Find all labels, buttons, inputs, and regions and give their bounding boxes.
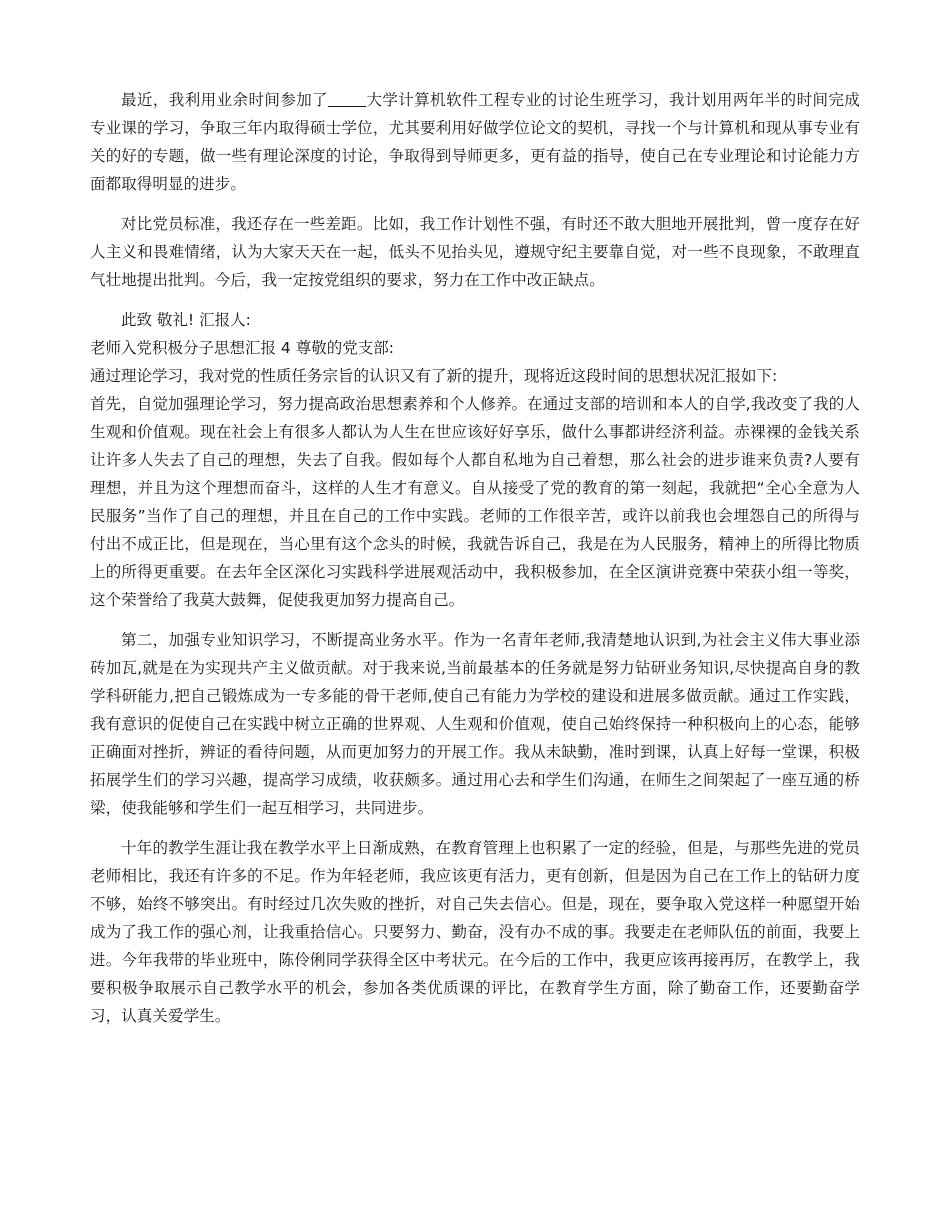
paragraph-teaching-career: 十年的教学生涯让我在教学水平上日渐成熟，在教育管理上也积累了一定的经验，但是，与那些先进的党员老师相比，我还有许多的不足。作为年轻老师，我应该更有活力，更有创新，但是因为自己在工作上的钻研力度不够，始终不够突出。有时经过几次失败的挫折，对自己失去信心。但是，现在，要争取入党这样一种愿望开始成为了我工作的强心剂，让我重拾信心。只要努力、勤奋，没有办不成的事。我要走在老师队伍的前面，我要上进。今年我带的毕业班中，陈伶俐同学获得全区中考状元。在今后的工作中，我更应该再接再厉，在教学上，我要积极争取展示自己教学水平的机会，参加各类优质课的评比，在教育学生方面，除了勤奋工作，还要勤奋学习，认真关爱学生。 [90, 839, 860, 1025]
paragraph-theory-study: 首先，自觉加强理论学习，努力提高政治思想素养和个人修养。在通过支部的培训和本人的自学,我改变了我的人生观和价值观。现在社会上有很多人都认为人生在世应该好好享乐，做什么事都讲经济利益。赤裸裸的金钱关系让许多人失去了自己的理想，失去了自我。假如每个人都自私地为自己着想，那么社会的进步谁来负责?人要有理想，并且为这个理想而奋斗，这样的人生才有意义。自从接受了党的教育的第一刻起，我就把“全心全意为人民服务”当作了自己的理想，并且在自己的工作中实践。老师的工作很辛苦，或许以前我也会埋怨自己的所得与付出不成正比，但是现在，当心里有这个念头的时候，我就告诉自己，我是在为人民服务，精神上的所得比物质上的所得更重要。在去年全区深化习实践科学进展观活动中，我积极参加，在全区演讲竞赛中荣获小组一等奖，这个荣誉给了我莫大鼓舞，促使我更加努力提高自己。 [90, 395, 860, 609]
fill-in-blank [328, 89, 366, 107]
report-title-line: 老师入党积极分子思想汇报 4 尊敬的党支部: [90, 339, 394, 357]
paragraph-professional-study: 第二，加强专业知识学习，不断提高业务水平。作为一名青年老师,我清楚地认识到,为社会主义伟大事业添砖加瓦,就是在为实现共产主义做贡献。对于我来说,当前最基本的任务就是努力钻研业务知识,尽快提高自身的教学科研能力,把自己锻炼成为一专多能的骨干老师,使自己有能力为学校的建设和进展多做贡献。通过工作实践，我有意识的促使自己在实践中树立正确的世界观、人生观和价值观，使自己始终保持一种积极向上的心态，能够正确面对挫折，辨证的看待问题，从而更加努力的开展工作。我从未缺勤，准时到课，认真上好每一堂课，积极拓展学生们的学习兴趣，提高学习成绩，收获颇多。通过用心去和学生们沟通，在师生之间架起了一座互通的桥梁，使我能够和学生们一起互相学习，共同进步。 [90, 631, 860, 817]
document-page [90, 86, 860, 1030]
paragraph-study-plan-rest: 大学计算机软件工程专业的讨论生班学习，我计划用两年半的时间完成专业课的学习，争取三年内取得硕士学位，尤其要利用好做学位论文的契机，寻找一个与计算机和现从事专业有关的好的专题，做一些有理论深度的讨论，争取得到导师更多，更有益的指导，使自己在专业理论和讨论能力方面都取得明显的进步。 [90, 91, 860, 193]
intro-line: 通过理论学习，我对党的性质任务宗旨的认识又有了新的提升，现将近这段时间的思想状况汇报如下: [90, 367, 778, 385]
paragraph-shortcomings: 对比党员标准，我还存在一些差距。比如，我工作计划性不强，有时还不敢大胆地开展批判，曾一度存在好人主义和畏难情绪，认为大家天天在一起，低头不见抬头见，遵规守纪主要靠自觉，对一些不良现象，不敢理直气壮地提出批判。今后，我一定按党组织的要求，努力在工作中改正缺点。 [90, 215, 860, 289]
paragraph-study-plan [90, 86, 860, 198]
closing-salutation: 此致 敬礼! 汇报人: [121, 311, 251, 329]
paragraph-study-plan-start: 最近，我利用业余时间参加了 [121, 91, 329, 109]
